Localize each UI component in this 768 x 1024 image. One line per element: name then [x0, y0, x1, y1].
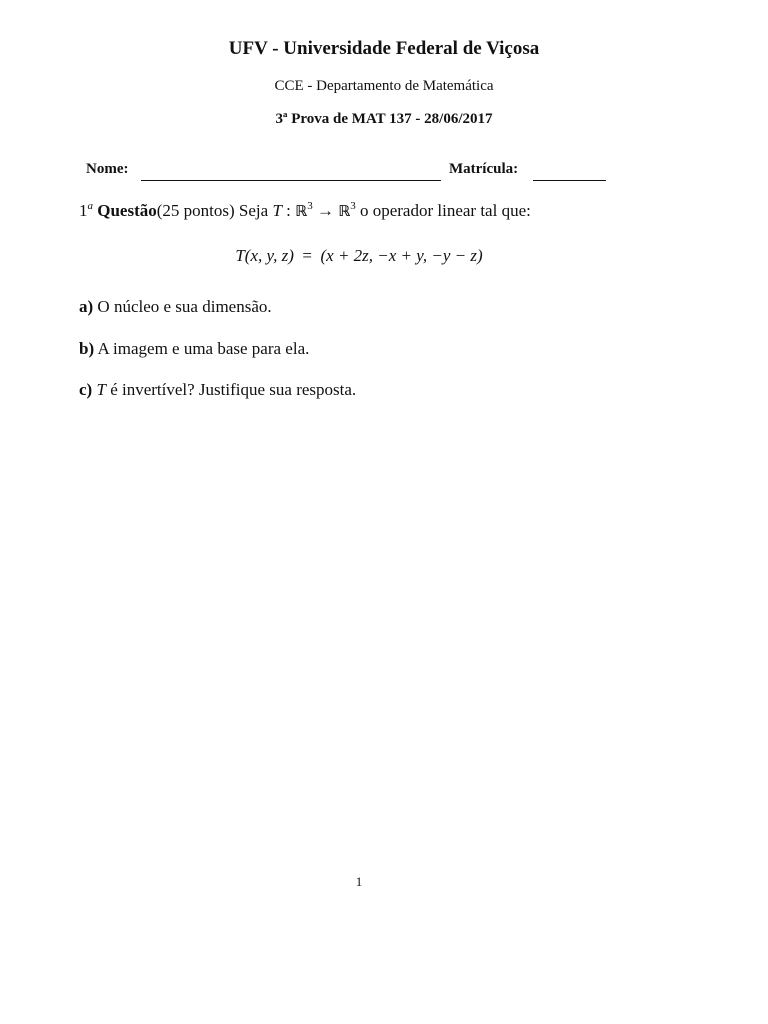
- item-b: [79, 339, 309, 359]
- item-a: [79, 297, 272, 317]
- item-text: é invertível? Justifique sua resposta.: [110, 380, 357, 399]
- item-text: O núcleo e sua dimensão.: [97, 297, 272, 316]
- colon-symbol: :: [286, 201, 291, 220]
- university-title: UFV - Universidade Federal de Viçosa: [228, 38, 540, 59]
- formula-rhs: (x + 2z, −x + y, −y − z): [320, 246, 483, 265]
- domain-symbol: ℝ: [295, 202, 308, 220]
- item-operator: T: [96, 380, 106, 399]
- domain-exponent: 3: [307, 200, 313, 212]
- item-letter: c): [79, 380, 93, 399]
- question-rest: o operador linear tal que:: [359, 201, 531, 220]
- formula-lhs: T(x, y, z): [235, 246, 294, 265]
- registration-field[interactable]: [533, 180, 606, 181]
- item-c: [79, 380, 356, 400]
- name-label: Nome:: [86, 161, 129, 177]
- codomain-exponent: 3: [350, 200, 356, 212]
- page-number: 1: [355, 874, 363, 889]
- arrow-symbol: →: [316, 201, 334, 220]
- question-points: (25 pontos): [156, 201, 235, 220]
- registration-label: Matrícula:: [449, 161, 519, 177]
- exam-title: 3ª Prova de MAT 137 - 28/06/2017: [275, 111, 493, 127]
- question-statement: [79, 201, 531, 221]
- question-ordinal: a: [87, 200, 93, 212]
- formula: [0, 246, 718, 266]
- department-name: CCE - Departamento de Matemática: [274, 78, 494, 94]
- question-number: 1: [79, 201, 88, 220]
- item-letter: b): [79, 339, 95, 358]
- name-field[interactable]: [141, 180, 441, 181]
- question-seja: Seja: [238, 201, 269, 220]
- codomain-symbol: ℝ: [338, 202, 351, 220]
- question-label: Questão: [97, 201, 157, 220]
- item-text: A imagem e uma base para ela.: [97, 339, 310, 358]
- formula-equals: =: [302, 246, 312, 265]
- item-letter: a): [79, 297, 94, 316]
- operator-symbol: T: [272, 201, 282, 220]
